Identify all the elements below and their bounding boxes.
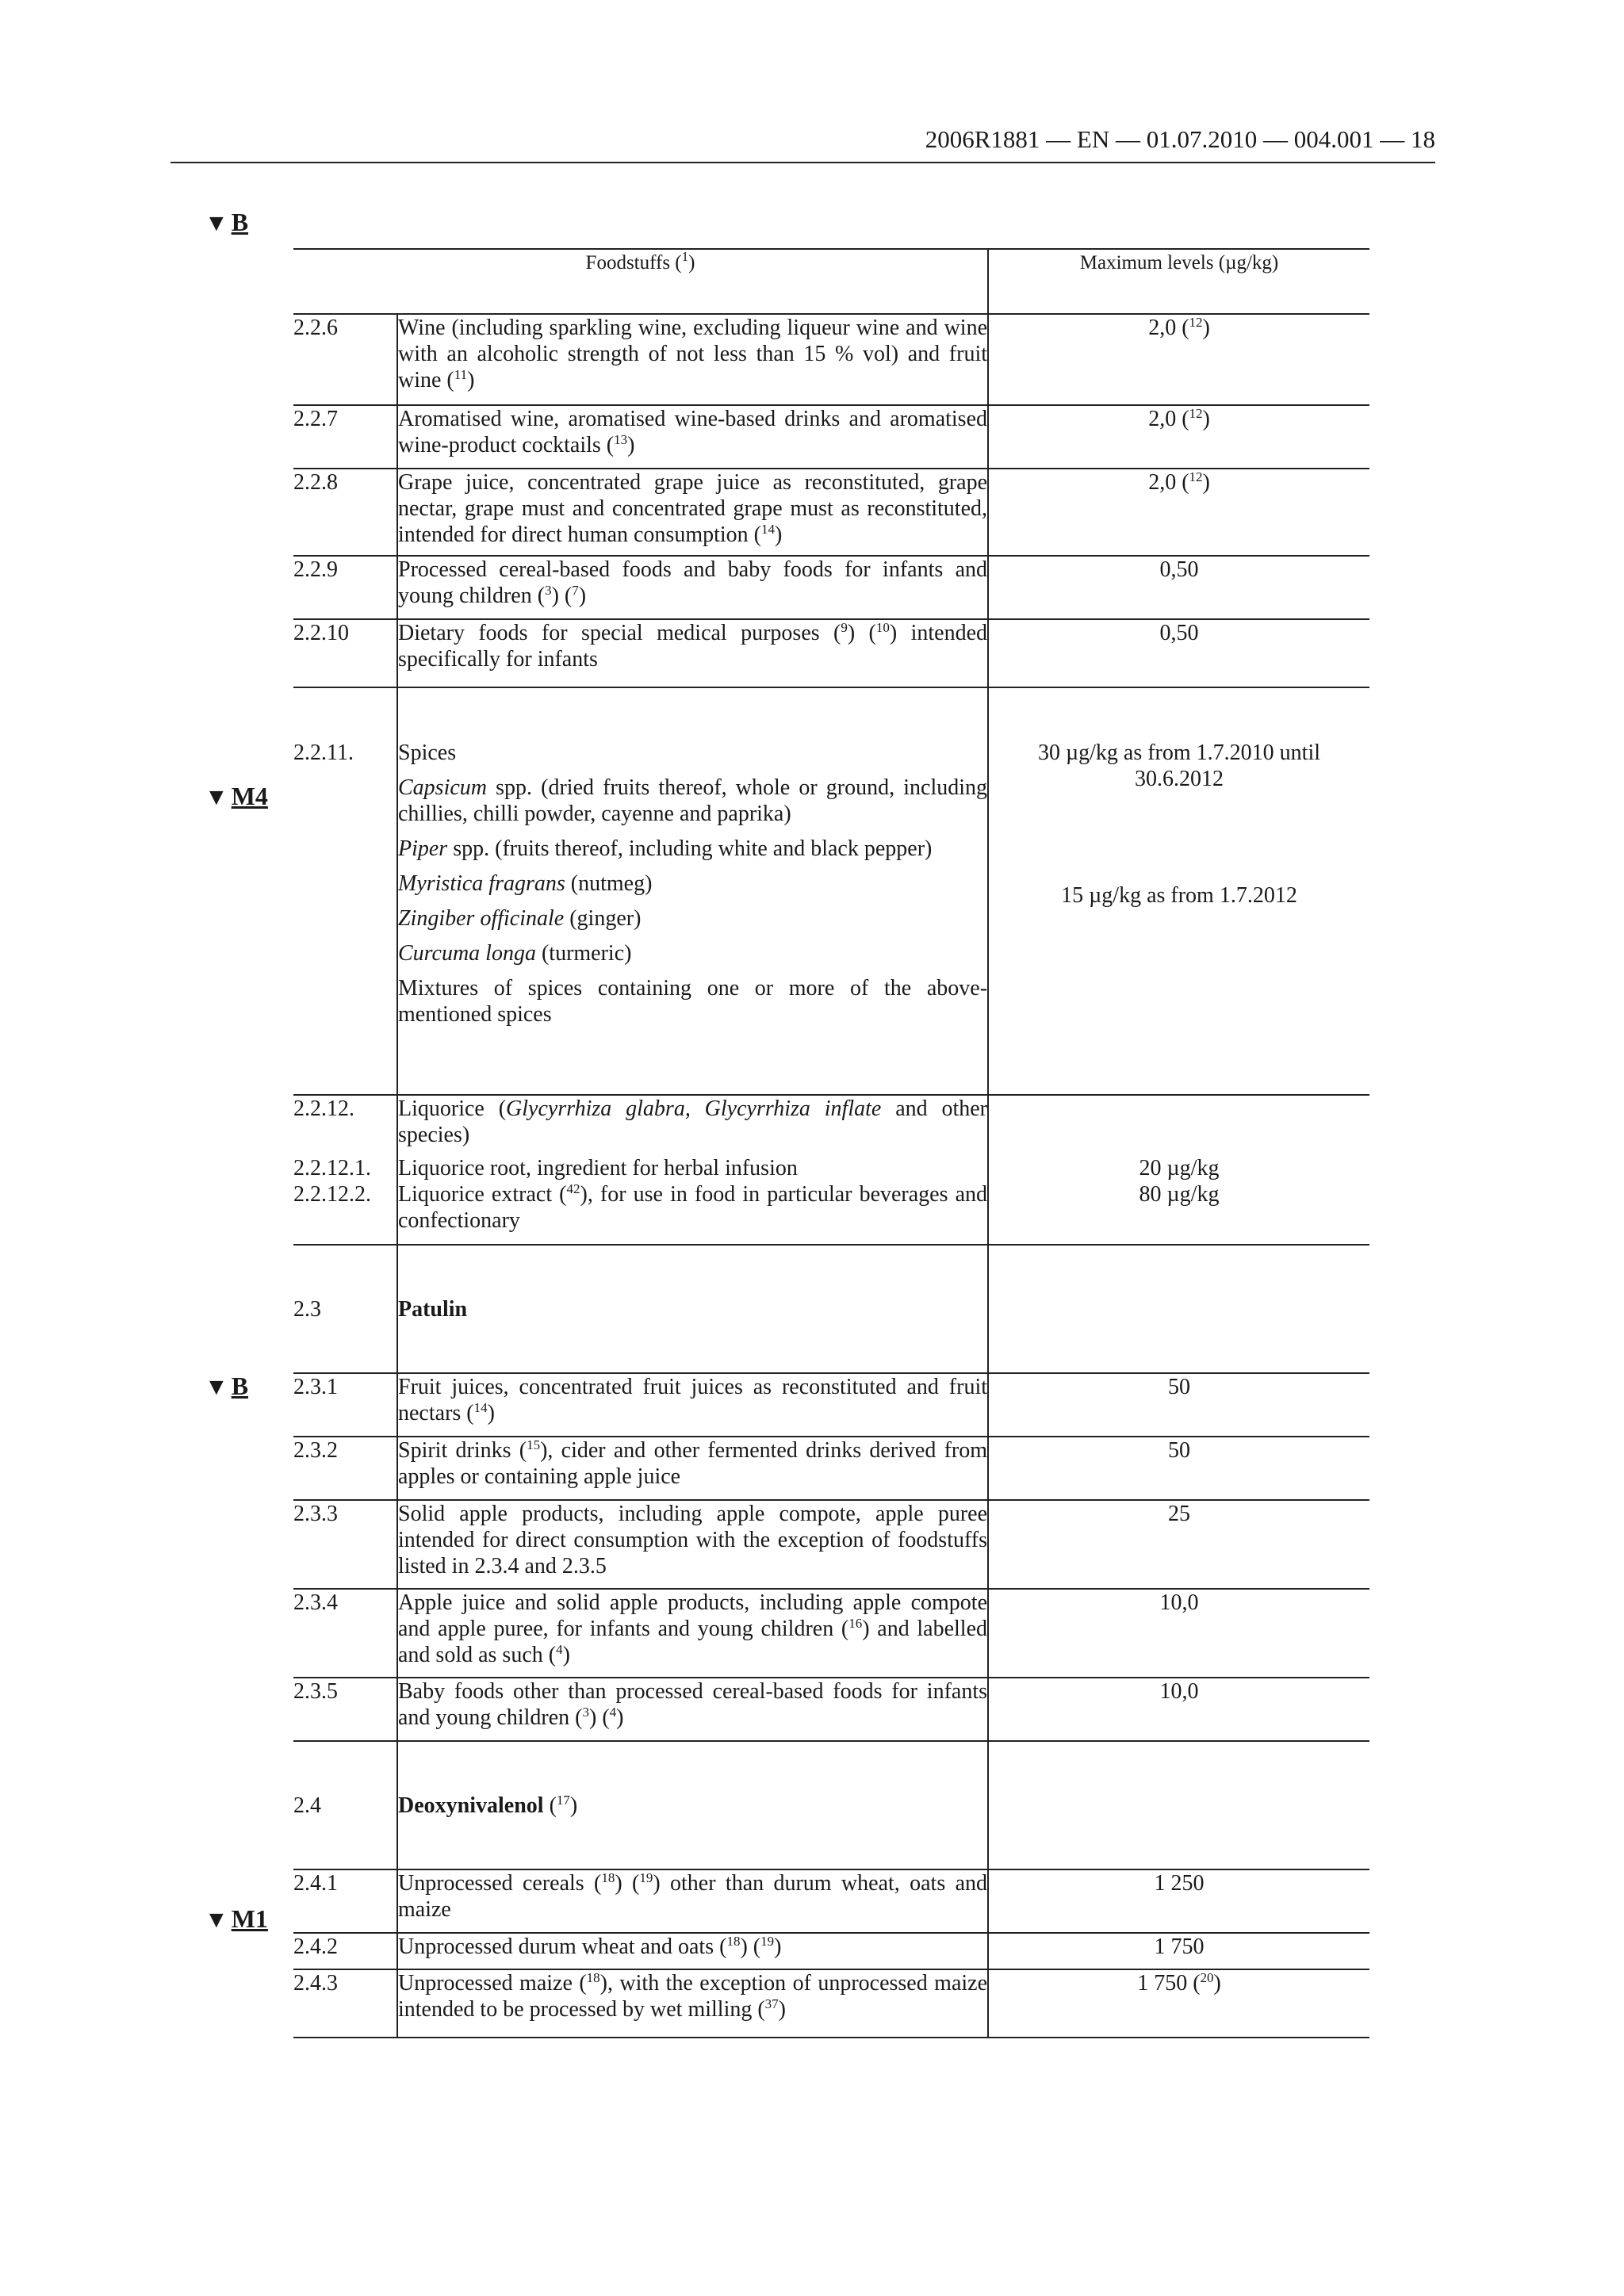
marker-triangle-icon: ▼ (205, 784, 228, 810)
table-row (293, 469, 1369, 556)
row-maximum-level: 1 750 (988, 1933, 1369, 1969)
row-number: 2.4.3 (293, 1969, 397, 2038)
table-header-row (293, 249, 1369, 314)
row-maximum-level: 1 750 ($^{20}$) (988, 1969, 1369, 2038)
row-maximum-level: 0,50 (988, 619, 1369, 687)
row-maximum-level: 25 (988, 1500, 1369, 1589)
row-number: 2.3.1 (293, 1373, 397, 1437)
maximum-levels-table (293, 248, 1369, 2038)
table-row (293, 556, 1369, 619)
row-description: Liquorice extract ($^{42}$), for use in food in particular beverages and confectionary (397, 1181, 988, 1245)
table-row-section-deoxynivalenol (293, 1741, 1369, 1869)
table-row (293, 619, 1369, 687)
spice-item: Curcuma longa (turmeric) (398, 941, 632, 966)
row-number: 2.2.9 (293, 556, 397, 619)
table-row (293, 1500, 1369, 1589)
row-maximum-level: 50 (988, 1373, 1369, 1437)
row-maximum-level: 2,0 ($^{12}$) (988, 405, 1369, 469)
marker-code: B (231, 208, 249, 236)
row-number: 2.3.3 (293, 1500, 397, 1589)
row-number: 2.2.6 (293, 314, 397, 405)
table-row (293, 1373, 1369, 1437)
spice-item: Mixtures of spices containing one or more of the above-mentioned spices (398, 976, 988, 1027)
row-number: 2.3.5 (293, 1678, 397, 1741)
row-number: 2.2.11. (293, 687, 397, 1095)
row-number: 2.3 (293, 1245, 397, 1373)
row-description: Solid apple products, including apple compote, apple puree intended for direct consumption with the exception of foodstuffs listed in 2.3.4 and 2.3.5 (397, 1500, 988, 1589)
table-row (293, 1589, 1369, 1678)
marker-code: B (231, 1372, 249, 1400)
row-description: Unprocessed maize ($^{18}$), with the exception of unprocessed maize intended to be processed by wet milling ($^{37}$) (397, 1969, 988, 2038)
spices-level-until-2012: 30 µg/kg as from 1.7.2010 until 30.6.2012 (1038, 740, 1321, 791)
marker-triangle-icon: ▼ (205, 1907, 228, 1933)
page-header (170, 125, 1435, 163)
row-number: 2.3.4 (293, 1589, 397, 1678)
marker-triangle-icon: ▼ (205, 210, 228, 236)
amendment-marker-b (205, 208, 248, 238)
row-description: Spirit drinks ($^{15}$), cider and other fermented drinks derived from apples or containing apple juice (397, 1437, 988, 1500)
row-number: 2.2.12.1. (293, 1156, 371, 1181)
row-number: 2.4.1 (293, 1869, 397, 1933)
row-maximum-level: 1 250 (988, 1869, 1369, 1933)
row-maximum-level: 0,50 (988, 556, 1369, 619)
row-description: Unprocessed cereals ($^{18}$) ($^{19}$) other than durum wheat, oats and maize (397, 1869, 988, 1933)
table-row (293, 1155, 1369, 1181)
row-maximum-level (988, 687, 1369, 1095)
row-maximum-level: 50 (988, 1437, 1369, 1500)
row-number: 2.2.12.2. (293, 1181, 397, 1245)
row-description: Wine (including sparkling wine, excluding liqueur wine and wine with an alcoholic strength of not less than 15 % vol) and fruit wine ($^{11}$) (397, 314, 988, 405)
section-title: Patulin (397, 1245, 988, 1373)
row-description: Unprocessed durum wheat and oats ($^{18}$) ($^{19}$) (397, 1933, 988, 1969)
row-description: Grape juice, concentrated grape juice as reconstituted, grape nectar, grape must and concentrated grape must as reconstituted, intended for direct human consumption ($^{14}$) (397, 469, 988, 556)
spice-item: Zingiber officinale (ginger) (398, 906, 642, 931)
row-description: Fruit juices, concentrated fruit juices as reconstituted and fruit nectars ($^{14}$) (397, 1373, 988, 1437)
section-title: Deoxynivalenol ($^{17}$) (397, 1741, 988, 1869)
marker-triangle-icon: ▼ (205, 1374, 228, 1400)
spice-item: Piper spp. (fruits thereof, including white and black pepper) (398, 836, 933, 861)
marker-code: M1 (231, 1904, 268, 1933)
row-maximum-level: 80 µg/kg (988, 1181, 1369, 1245)
table-row (293, 405, 1369, 469)
row-maximum-level (988, 1741, 1369, 1869)
foodstuffs-column-header: Foodstuffs ($^1$) (293, 249, 988, 314)
table-row (293, 1678, 1369, 1741)
row-number: 2.3.2 (293, 1437, 397, 1500)
row-maximum-level: 2,0 ($^{12}$) (988, 469, 1369, 556)
table-row (293, 1437, 1369, 1500)
table-row (293, 314, 1369, 405)
row-number: 2.2.12. (293, 1096, 354, 1121)
row-description: Dietary foods for special medical purposes ($^9$) ($^{10}$) intended specifically for infants (397, 619, 988, 687)
row-description: Apple juice and solid apple products, including apple compote and apple puree, for infants and young children ($^{16}$) and labelled and sold as such ($^4$) (397, 1589, 988, 1678)
amendment-marker-m1 (205, 1904, 268, 1934)
spices-title: Spices (398, 740, 457, 765)
table-row-section-patulin (293, 1245, 1369, 1373)
maximum-levels-column-header: Maximum levels (µg/kg) (988, 249, 1369, 314)
row-number: 2.2.8 (293, 469, 397, 556)
row-description: Liquorice root, ingredient for herbal infusion (397, 1155, 988, 1181)
row-number: 2.2.7 (293, 405, 397, 469)
row-maximum-level: 2,0 ($^{12}$) (988, 314, 1369, 405)
row-maximum-level: 10,0 (988, 1589, 1369, 1678)
row-maximum-level: 20 µg/kg (1139, 1156, 1220, 1181)
document-reference: 2006R1881 — EN — 01.07.2010 — 004.001 — 18 (925, 125, 1435, 153)
amendment-marker-m4 (205, 782, 268, 812)
table-row-liquorice (293, 1095, 1369, 1155)
row-description: Liquorice (Glycyrrhiza glabra, Glycyrrhiza inflate and other species) (397, 1095, 988, 1155)
row-number: 2.2.10 (293, 619, 397, 687)
row-number: 2.4.2 (293, 1933, 397, 1969)
row-maximum-level: 10,0 (988, 1678, 1369, 1741)
row-description: Baby foods other than processed cereal-based foods for infants and young children ($^3$) ($^4$) (397, 1678, 988, 1741)
amendment-marker-b (205, 1372, 248, 1402)
table-row (293, 1933, 1369, 1969)
row-description: Processed cereal-based foods and baby foods for infants and young children ($^3$) ($^7$) (397, 556, 988, 619)
row-maximum-level (988, 1095, 1369, 1155)
row-number: 2.4 (293, 1741, 397, 1869)
row-description: Aromatised wine, aromatised wine-based drinks and aromatised wine-product cocktails ($^{13}$) (397, 405, 988, 469)
table-row (293, 1181, 1369, 1245)
table-row (293, 1969, 1369, 2038)
spice-item: Capsicum spp. (dried fruits thereof, whole or ground, including chillies, chilli powder, cayenne and paprika) (398, 775, 988, 826)
table-row (293, 1869, 1369, 1933)
row-description (397, 687, 988, 1095)
spices-level-from-2012: 15 µg/kg as from 1.7.2012 (1061, 883, 1297, 908)
table-row-spices (293, 687, 1369, 1095)
row-maximum-level (988, 1245, 1369, 1373)
spice-item: Myristica fragrans (nutmeg) (398, 871, 653, 896)
marker-code: M4 (231, 782, 268, 810)
